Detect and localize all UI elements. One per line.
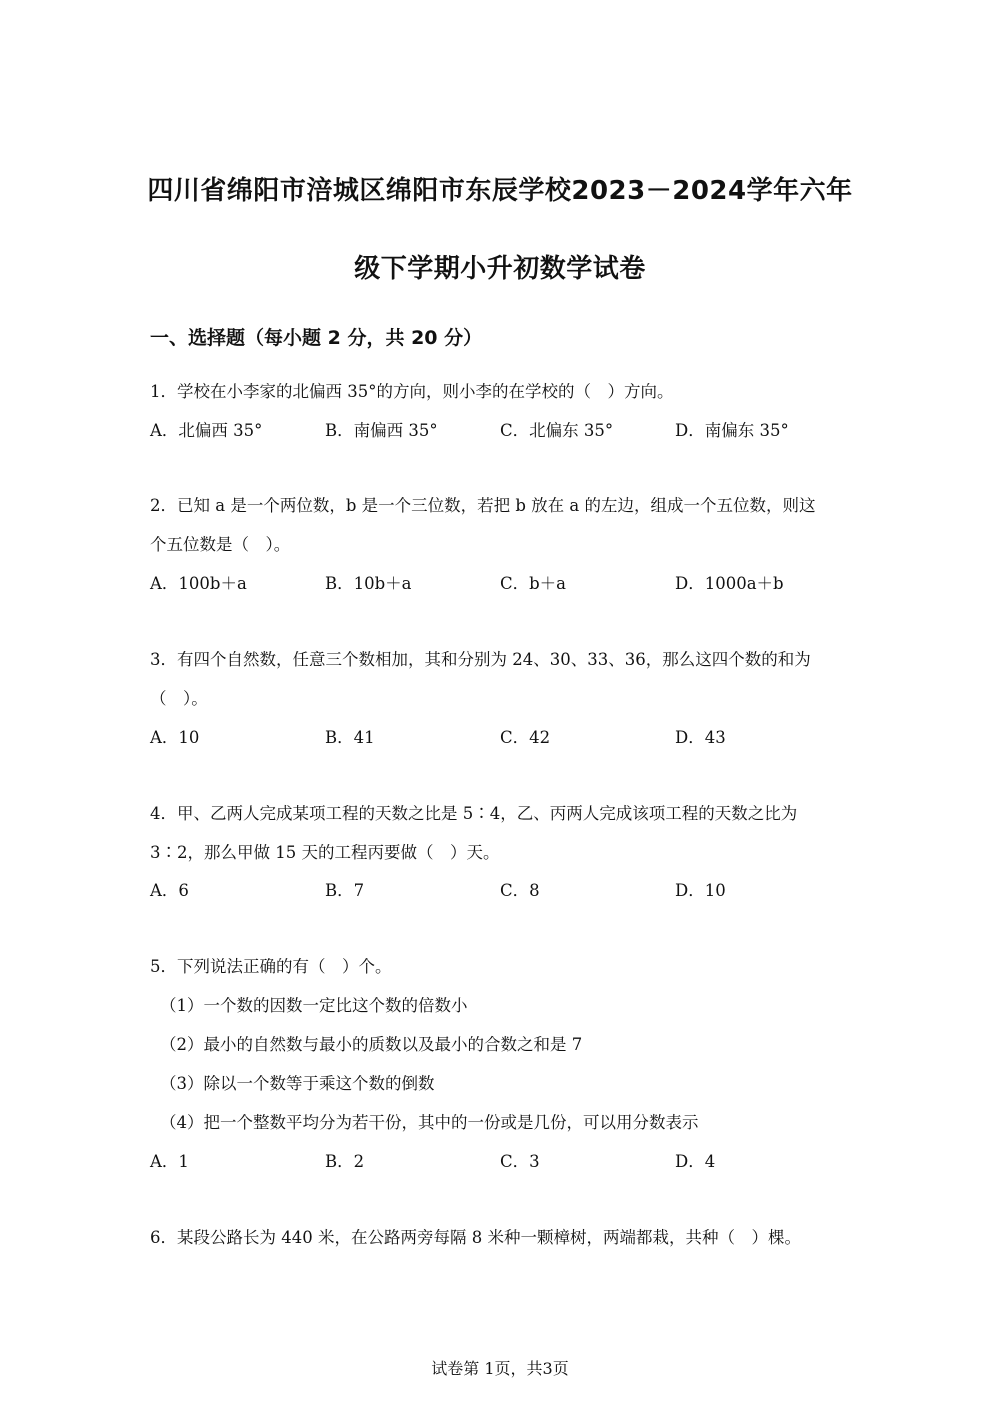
- question-3-option-d: D．43: [675, 728, 726, 747]
- question-5-statement-1: （1）一个数的因数一定比这个数的倍数小: [160, 996, 468, 1015]
- question-5-statement-3: （3）除以一个数等于乘这个数的倒数: [160, 1074, 435, 1093]
- question-3-options: [150, 724, 850, 748]
- question-4-option-c: C．8: [500, 881, 540, 900]
- exam-title-line-1: 四川省绵阳市涪城区绵阳市东辰学校2023－2024学年六年: [147, 176, 853, 206]
- question-2-option-c: C．b＋a: [500, 574, 567, 593]
- question-2-option-d: D．1000a＋b: [675, 574, 784, 593]
- question-6-text: 6．某段公路长为 440 米，在公路两旁每隔 8 米种一颗樟树，两端都栽，共种（ ）棵。: [150, 1228, 801, 1247]
- question-1-option-d: D．南偏东 35°: [675, 421, 789, 440]
- question-3-option-c: C．42: [500, 728, 551, 747]
- question-3-option-b: B．41: [325, 728, 375, 747]
- question-5-option-b: B．2: [325, 1152, 365, 1171]
- question-2-option-a: A．100b＋a: [150, 574, 247, 593]
- question-5-statement-2: （2）最小的自然数与最小的质数以及最小的合数之和是 7: [160, 1035, 583, 1054]
- question-5-option-a: A．1: [150, 1152, 189, 1171]
- question-4-options: [150, 877, 850, 901]
- question-2-text-line-2: 个五位数是（ ）。: [150, 535, 291, 554]
- question-5-options: [150, 1148, 850, 1172]
- question-1-option-b: B．南偏西 35°: [325, 421, 438, 440]
- question-4-option-d: D．10: [675, 881, 726, 900]
- question-1-option-c: C．北偏东 35°: [500, 421, 614, 440]
- question-5-option-d: D．4: [675, 1152, 716, 1171]
- question-3-text-line-1: 3．有四个自然数，任意三个数相加，其和分别为 24、30、33、36，那么这四个数的和为: [150, 650, 811, 669]
- question-4-text-line-1: 4．甲、乙两人完成某项工程的天数之比是 5∶4，乙、丙两人完成该项工程的天数之比为: [150, 804, 798, 823]
- question-5-statement-4: （4）把一个整数平均分为若干份，其中的一份或是几份，可以用分数表示: [160, 1113, 699, 1132]
- question-1-option-a: A．北偏西 35°: [150, 421, 263, 440]
- question-1-options: [150, 417, 850, 441]
- section-heading-multiple-choice: 一、选择题（每小题 2 分，共 20 分）: [150, 327, 483, 349]
- question-5-option-c: C．3: [500, 1152, 540, 1171]
- question-2-text-line-1: 2．已知 a 是一个两位数，b 是一个三位数，若把 b 放在 a 的左边，组成一个五位数，则这: [150, 496, 816, 515]
- question-4-option-a: A．6: [150, 881, 189, 900]
- question-2-options: [150, 570, 850, 594]
- question-3-text-line-2: （ ）。: [150, 689, 208, 708]
- page-footer: 试卷第 1页，共3页: [431, 1359, 569, 1378]
- exam-title-line-2: 级下学期小升初数学试卷: [354, 254, 646, 284]
- question-2-option-b: B．10b＋a: [325, 574, 412, 593]
- question-3-option-a: A．10: [150, 728, 200, 747]
- question-1-text: 1．学校在小李家的北偏西 35°的方向，则小李的在学校的（ ）方向。: [150, 382, 674, 401]
- question-4-text-line-2: 3∶2，那么甲做 15 天的工程丙要做（ ）天。: [150, 843, 500, 862]
- question-5-text: 5．下列说法正确的有（ ）个。: [150, 957, 392, 976]
- question-4-option-b: B．7: [325, 881, 365, 900]
